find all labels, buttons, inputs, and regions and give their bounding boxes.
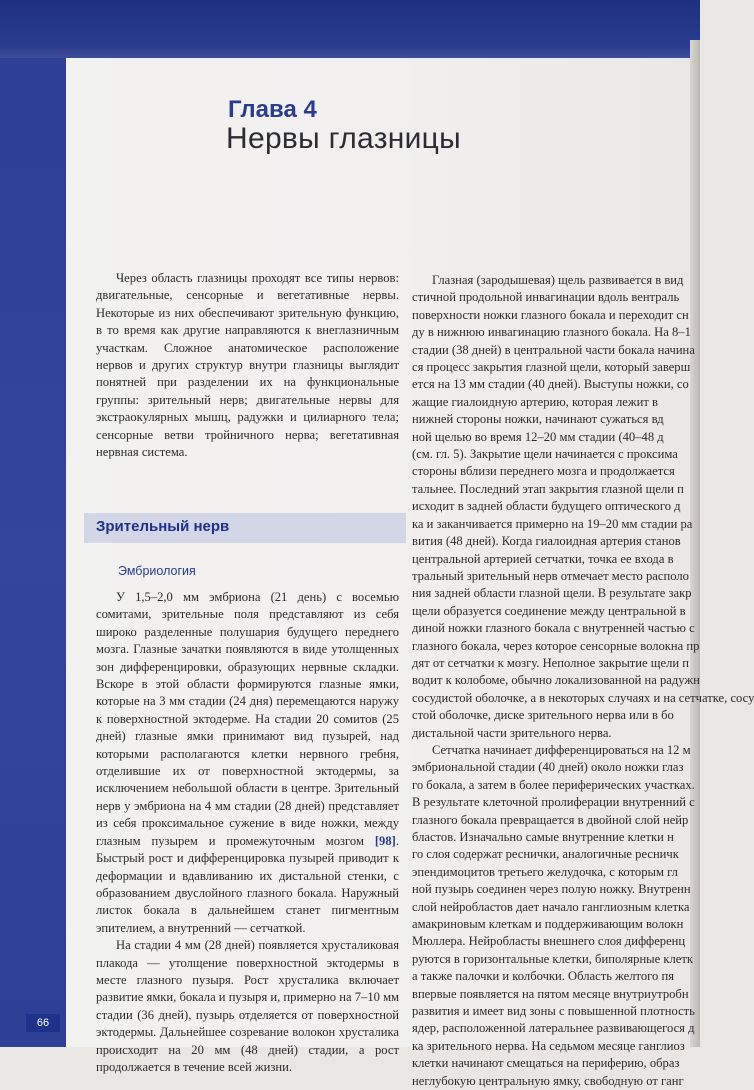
right-column-line: клетки начинают смещаться на периферию, образ: [412, 1056, 680, 1071]
right-column-line: ния задней области глазной щели. В результате закр: [412, 586, 692, 601]
right-column-line: (см. гл. 5). Закрытие щели начинается с проксима: [412, 447, 678, 462]
right-column-line: поверхности ножки глазного бокала и переходит сн: [412, 307, 689, 322]
right-column-line: дят от сетчатки к мозгу. Неполное закрытие щели п: [412, 655, 689, 670]
right-column-line: амакриновым клеткам и поддерживающим волокн: [412, 917, 684, 932]
right-column-line: тальнее. Последний этап закрытия глазной щели п: [412, 481, 684, 496]
right-column-line: ядер, расположенной латеральнее развивающегося д: [412, 1021, 695, 1036]
right-column-line: Глазная (зародышевая) щель развивается в вид: [432, 273, 684, 287]
right-column-line: ка зрительного нерва. На седьмом месяце ганглиоз: [412, 1038, 685, 1053]
right-column-line: сосудистой оболочке, а в некоторых случаях и на сетчатке, сосу: [412, 690, 754, 705]
intro-paragraph: Через область глазницы проходят все типы нервов: двигательные, сенсорные и вегетативные нервы. Некоторые из них обеспечивают зрительную функцию, в то время как другие направляются к внеглазничным участкам. Сложное анатомическое расположение нервов и других структур внутри глазницы выглядит понятней при разделении их на функциональные группы: зрительный нерв; двигательные нервы для экстраокулярных мышц, радужки и цилиарного тела; сенсорные ветви тройничного нерва; вегетативная нервная система.: [96, 271, 399, 460]
paragraph-text: У 1,5–2,0 мм эмбриона (21 день) с восемью сомитами, зрительные поля представляют из себя широко разделенные полушария будущего переднего мозга. Глазные зачатки появляются в виде утолщенных зон дифференцировки, образующих нервные складки. Вскоре в этой области формируются глазные ямки, которые на 3 мм стадии (24 дня) перемещаются наружу к поверхностной эктодерме. На стадии 20 сомитов (25 дней) глазные ямки принимают вид пузырей, над которыми располагаются клетки нервного гребня, отделившие их от поверхностной эктодермы, за исключением небольшой области в центре. Зрительный нерв у эмбриона на 4 мм стадии (28 дней) представляет из себя проксимальное сужение в виде ножки, между глазным пузырем и промежуточным мозгом: [96, 590, 399, 848]
right-column-line: ду в нижнюю инвагинацию глазного бокала. На 8–1: [412, 325, 691, 340]
right-column-line: глазного бокала, через которое сенсорные волокна пр: [412, 638, 700, 653]
right-column-line: водит к колобоме, обычно локализованной на радужн: [412, 673, 700, 688]
left-color-band: [0, 58, 66, 1047]
section-title: Зрительный нерв: [96, 518, 230, 535]
right-column-line: бластов. Изначально самые внутренние клетки н: [412, 830, 674, 844]
right-column-line: исходит в задней области будущего оптического д: [412, 499, 681, 514]
chapter-title: Нервы глазницы: [226, 122, 462, 155]
right-column-line: щели образуется соединение между центральной в: [412, 603, 686, 618]
right-column-line: дистальной части зрительного нерва.: [412, 725, 612, 740]
right-column-line: ной щелью во время 12–20 мм стадии (40–48 д: [412, 429, 664, 444]
right-column-line: ется на 13 мм стадии (40 дней). Выступы ножки, со: [412, 377, 689, 392]
right-column-line: жащие гиалоидную артерию, которая лежит в: [412, 394, 658, 409]
right-column-line: стичной продольной инвагинации вдоль вентраль: [412, 290, 680, 305]
right-column-line: развития и имеет вид зоны с повышенной плотность: [412, 1004, 695, 1019]
right-column-line: ной пузырь соединен через полую ножку. Внутренн: [412, 882, 691, 897]
right-column-line: Мюллера. Нейробласты внешнего слоя дифференц: [412, 934, 686, 949]
right-column-line: В результате клеточной пролиферации внутренний с: [412, 795, 695, 810]
chapter-label: Глава 4: [228, 96, 317, 123]
right-column-line: диной ножки глазного бокала с внутренней частью с: [412, 621, 695, 636]
body-paragraph-2: На стадии 4 мм (28 дней) появляется хрусталиковая плакода — утолщение поверхностной эктодермы в месте глазного пузыря. Рост хрусталика включает развитие ямки, бокала и пузыря и, примерно на 7–10 мм стадии (36 дней), пузырь отделяется от поверхностной эктодермы. Дальнейшее созревание волокон хрусталика происходит на 20 мм (48 дней) стадии, а рост продолжается в течение всей жизни.: [96, 938, 400, 1074]
right-column-line: стадии (38 дней) в центральной части бокала начина: [412, 342, 695, 357]
right-column: [412, 272, 754, 1090]
right-column-line: ся процесс закрытия глазной щели, который заверш: [412, 360, 691, 375]
body-paragraph-1: [96, 589, 399, 937]
right-column-line: руются в горизонтальные клетки, биполярные клетк: [412, 951, 693, 966]
right-column-line: стой оболочке, диске зрительного нерва или в бо: [412, 708, 674, 723]
right-column-line: эмбриональной стадии (40 дней) около ножки глаз: [412, 760, 684, 775]
top-color-band: [0, 0, 700, 58]
paragraph-text: . Быстрый рост и дифференцировка пузырей приводит к деформации и вдавливанию их дистальной стенки, с образованием двуслойного глазного бокала. Наружный листок бокала в дальнейшем станет пигментным эпителием, а внутренний — сетчаткой.: [96, 833, 399, 935]
right-column-line: стороны вблизи переднего мозга и продолжается: [412, 464, 675, 479]
right-column-line: тральный зрительный нерв отмечает место располо: [412, 568, 689, 583]
citation-link[interactable]: [98]: [374, 833, 396, 848]
right-column-line: неглубокую центральную ямку, свободную от ганг: [412, 1073, 684, 1088]
left-column-body: [96, 589, 399, 1076]
right-column-line: го слоя содержат реснички, аналогичные ресничк: [412, 847, 679, 862]
right-column-line: впервые появляется на пятом месяце внутриутробн: [412, 986, 689, 1001]
right-column-line: глазного бокала превращается в двойной слой нейр: [412, 812, 689, 827]
right-column-line: а также палочки и колбочки. Область желтого пя: [412, 969, 674, 984]
right-column-line: эпендимоцитов третьего желудочка, с которым гл: [412, 864, 678, 879]
right-column-line: нижней стороны ножки, начинают сужаться вд: [412, 412, 664, 427]
right-column-line: го бокала, а затем в более периферических участках.: [412, 777, 695, 792]
right-column-line: ка и заканчивается примерно на 19–20 мм стадии ра: [412, 516, 693, 531]
page-number: 66: [26, 1014, 60, 1032]
subsection-title: Эмбриология: [118, 564, 196, 578]
right-column-line: центральной артерией сетчатки, точка ее входа в: [412, 551, 674, 566]
right-column-line: слой нейробластов дает начало ганглиозным клетка: [412, 899, 690, 914]
right-column-line: вития (48 дней). Когда гиалоидная артерия станов: [412, 534, 681, 549]
right-column-line: Сетчатка начинает дифференцироваться на 12 м: [432, 742, 691, 757]
left-column-intro: [96, 270, 399, 461]
